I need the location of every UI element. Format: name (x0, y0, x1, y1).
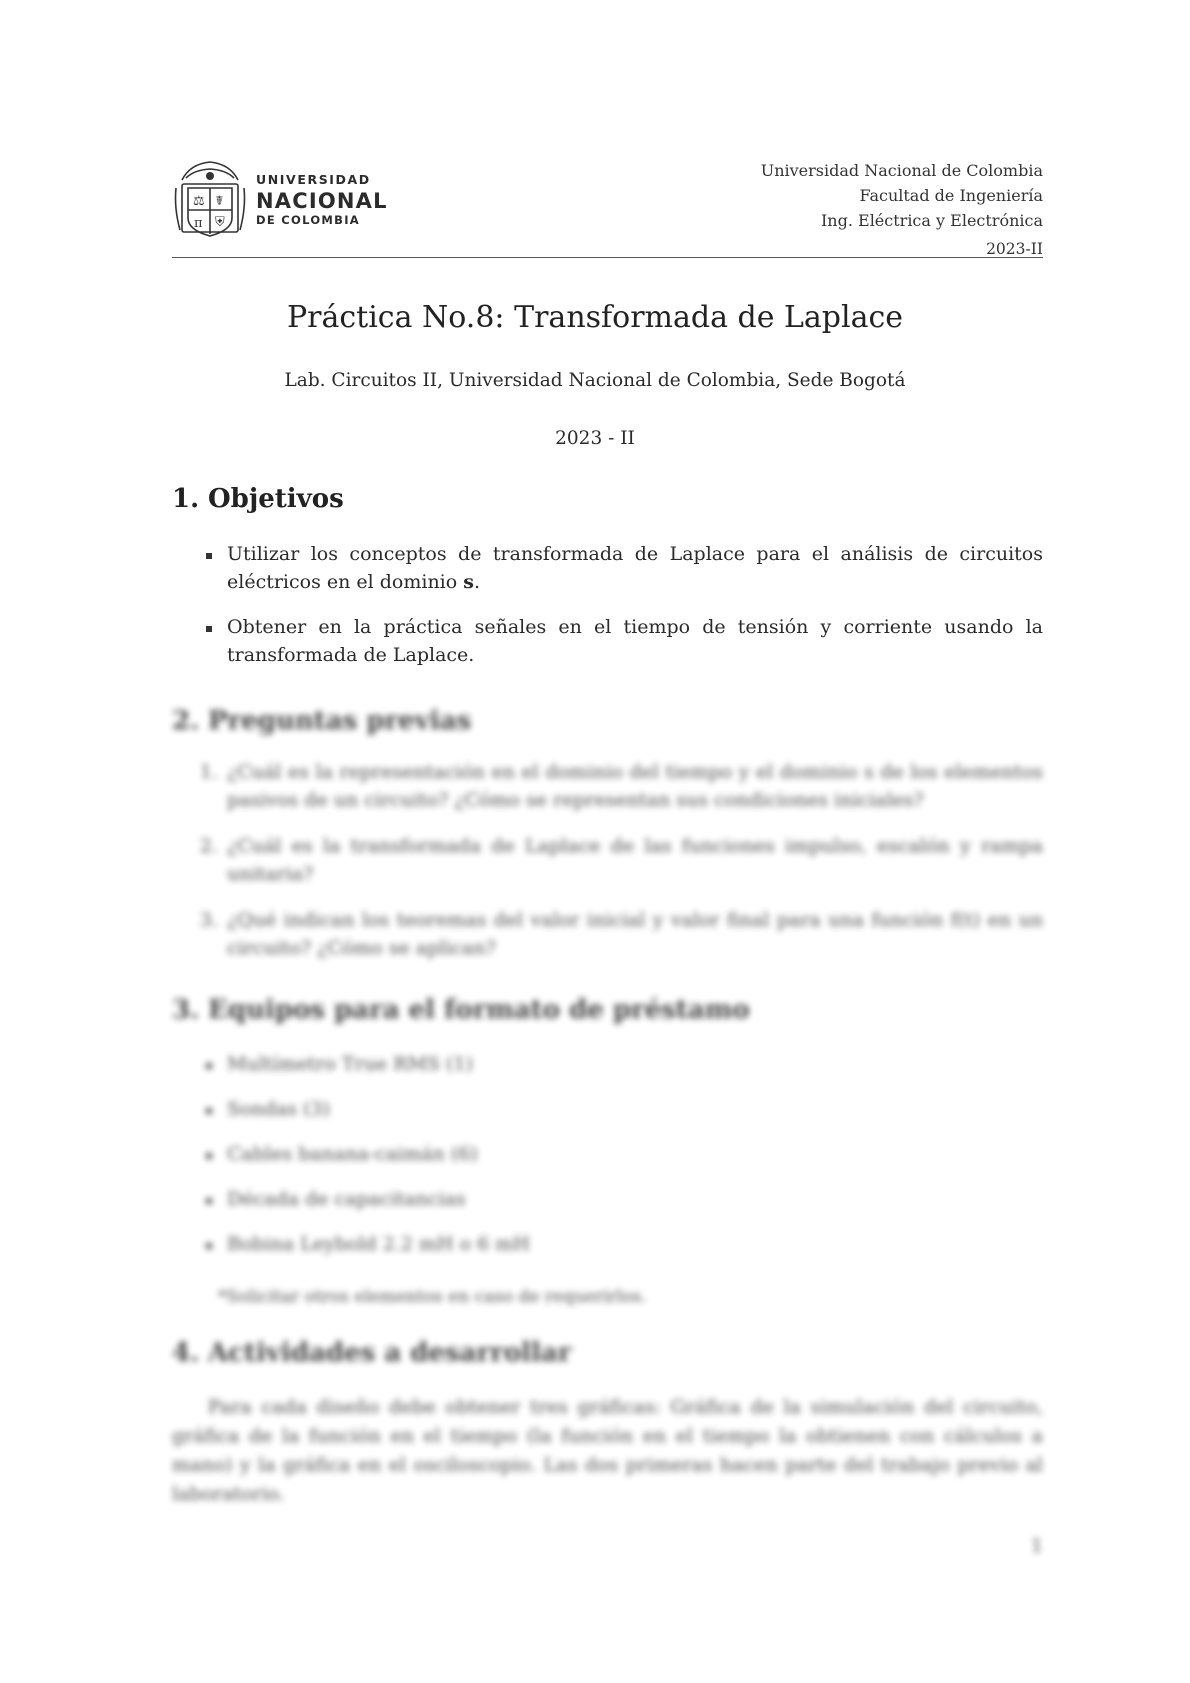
equipos-note: *Solicitar otros elementos en caso de requerirlos. (218, 1287, 647, 1307)
objetivos-list (172, 540, 1043, 686)
item-number: 2. (199, 835, 218, 857)
svg-text:☤: ☤ (215, 194, 224, 209)
logo-line-3: DE COLOMBIA (256, 212, 361, 227)
preguntas-list (172, 758, 1043, 979)
section-title: Objetivos (208, 484, 344, 514)
document-date: 2023 - II (555, 428, 635, 449)
header-affiliation (761, 158, 1043, 233)
svg-text:⛨: ⛨ (215, 215, 225, 230)
bullet-icon (206, 1108, 212, 1114)
logo-line-1: UNIVERSIDAD (256, 172, 371, 187)
list-item: Bobina Leybold 2.2 mH o 6 mH (172, 1230, 1043, 1275)
section-actividades-heading (172, 1338, 571, 1368)
list-item: Multímetro True RMS (1) (172, 1050, 1043, 1095)
header-divider (172, 257, 1043, 258)
header-institution: Universidad Nacional de Colombia (760, 161, 1043, 180)
item-number: 1. (199, 761, 218, 783)
list-item: 2. ¿Cuál es la transformada de Laplace de las funciones impulso, escalón y rampa unitaria? (172, 832, 1043, 888)
header-faculty: Facultad de Ingeniería (859, 186, 1043, 205)
svg-text:π: π (194, 216, 203, 231)
bullet-icon (206, 1243, 212, 1249)
list-item: Sondas (3) (172, 1095, 1043, 1140)
list-item: Utilizar los conceptos de transformada de Laplace para el análisis de circuitos eléctricos en el dominio s. (172, 540, 1043, 596)
header-department: Ing. Eléctrica y Electrónica (820, 211, 1043, 230)
list-item: Cables banana-caimán (6) (172, 1140, 1043, 1185)
list-item: 3. ¿Qué indican los teoremas del valor inicial y valor final para una función f(t) en un circuito? ¿Cómo se aplican? (172, 906, 1043, 962)
section-equipos-heading (172, 995, 750, 1025)
bullet-icon (206, 1198, 212, 1204)
section-number: 3. (172, 995, 200, 1025)
list-item: Obtener en la práctica señales en el tiempo de tensión y corriente usando la transformada de Laplace. (172, 613, 1043, 669)
section-objetivos-heading (172, 484, 344, 514)
equipos-list (172, 1050, 1043, 1275)
bullet-icon (206, 1153, 212, 1159)
page-number: 1 (1030, 1535, 1043, 1557)
header-term: 2023-II (986, 240, 1043, 258)
bullet-icon (206, 626, 212, 632)
actividades-paragraph: Para cada diseño debe obtener tres gráficas: Gráfica de la simulación del circuito, gráfica de la función en el tiempo (la función en el tiempo la obtienen con cálculos a mano) y la gráfica en el osciloscopio. Las dos primeras hacen parte del trabajo previo al laboratorio. (172, 1396, 1043, 1505)
svg-text:⚖: ⚖ (193, 194, 205, 209)
logo-wordmark (256, 174, 388, 226)
list-item: 1. ¿Cuál es la representación en el dominio del tiempo y el dominio s de los elementos pasivos de un circuito? ¿Cómo se representan sus condiciones iniciales? (172, 758, 1043, 814)
section-title: Preguntas previas (208, 706, 472, 736)
document-subtitle: Lab. Circuitos II, Universidad Nacional de Colombia, Sede Bogotá (284, 370, 906, 391)
document-title: Práctica No.8: Transformada de Laplace (286, 300, 904, 335)
bullet-icon (206, 553, 212, 559)
university-crest-icon (172, 158, 248, 242)
section-number: 4. (172, 1338, 200, 1368)
bullet-icon (206, 1063, 212, 1069)
section-number: 2. (172, 706, 200, 736)
university-logo (172, 158, 388, 242)
item-number: 3. (199, 909, 218, 931)
section-title: Equipos para el formato de préstamo (208, 995, 750, 1025)
section-title: Actividades a desarrollar (208, 1338, 572, 1368)
list-item: Década de capacitancias (172, 1185, 1043, 1230)
section-preguntas-heading (172, 706, 471, 736)
section-number: 1. (172, 484, 200, 514)
logo-line-2: NACIONAL (256, 188, 388, 213)
